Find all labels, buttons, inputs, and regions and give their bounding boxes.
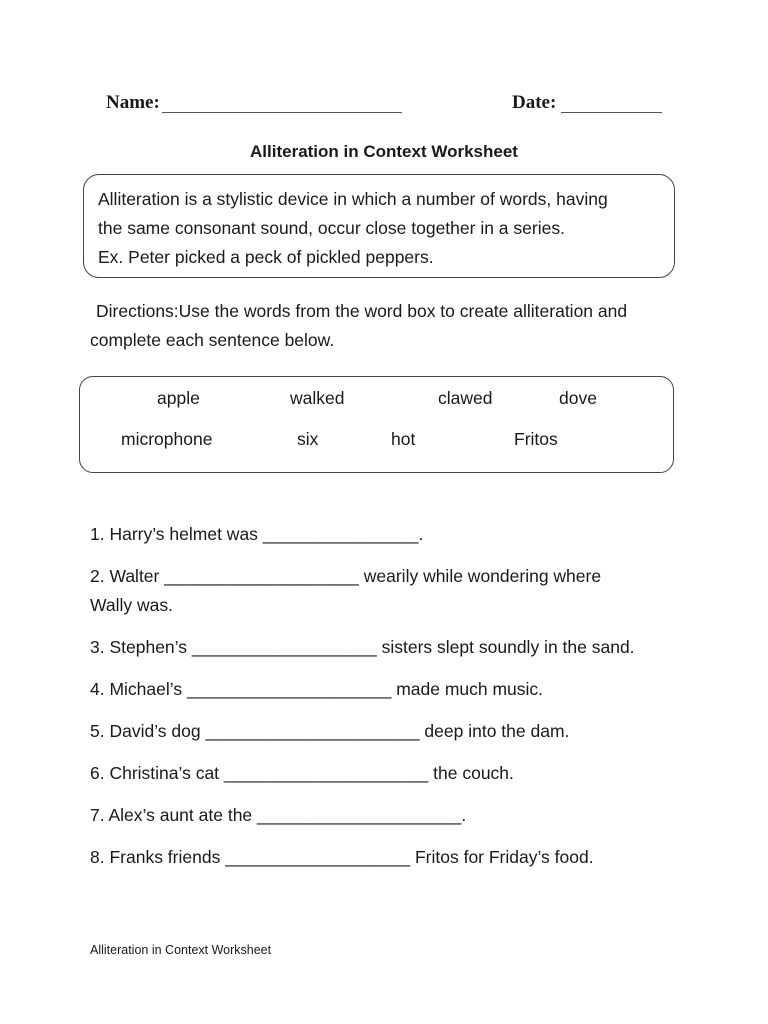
- name-label: Name:: [106, 92, 160, 113]
- sentence-4: 4. Michael’s _____________________ made much music.: [90, 679, 544, 699]
- sentence-6: 6. Christina’s cat _____________________ the couch.: [90, 763, 514, 783]
- word-box-item: Fritos: [514, 429, 558, 449]
- directions-label: Directions:: [96, 301, 179, 321]
- sentence-1: 1. Harry’s helmet was ________________.: [90, 524, 424, 544]
- name-field[interactable]: [162, 112, 402, 113]
- directions-text: Use the words from the word box to create alliteration and: [178, 301, 628, 321]
- word-box-item: walked: [290, 388, 345, 408]
- sentence-8: 8. Franks friends ___________________ Fritos for Friday’s food.: [90, 847, 594, 867]
- word-box-item: microphone: [121, 429, 213, 449]
- worksheet-title: Alliteration in Context Worksheet: [250, 142, 518, 161]
- sentence-2-cont: Wally was.: [90, 595, 173, 615]
- definition-line: Alliteration is a stylistic device in which a number of words, having: [98, 189, 608, 209]
- page-footer: Alliteration in Context Worksheet: [90, 943, 272, 957]
- sentence-2: 2. Walter ____________________ wearily while wondering where: [90, 566, 602, 586]
- sentence-3: 3. Stephen’s ___________________ sisters slept soundly in the sand.: [90, 637, 635, 657]
- date-field[interactable]: [561, 112, 662, 113]
- word-box-item: dove: [559, 388, 597, 408]
- sentence-7: 7. Alex’s aunt ate the _____________________.: [90, 805, 467, 825]
- directions: [90, 297, 690, 355]
- definition-example: Ex. Peter picked a peck of pickled peppers.: [98, 247, 434, 267]
- word-box-item: hot: [391, 429, 416, 449]
- word-box-item: clawed: [438, 388, 493, 408]
- date-label: Date:: [512, 92, 557, 113]
- definition-line: the same consonant sound, occur close together in a series.: [98, 218, 565, 238]
- word-box-item: apple: [157, 388, 200, 408]
- directions-text-cont: complete each sentence below.: [90, 330, 335, 350]
- sentence-5: 5. David’s dog ______________________ deep into the dam.: [90, 721, 570, 741]
- word-box-item: six: [297, 429, 319, 449]
- definition-box: [83, 174, 675, 278]
